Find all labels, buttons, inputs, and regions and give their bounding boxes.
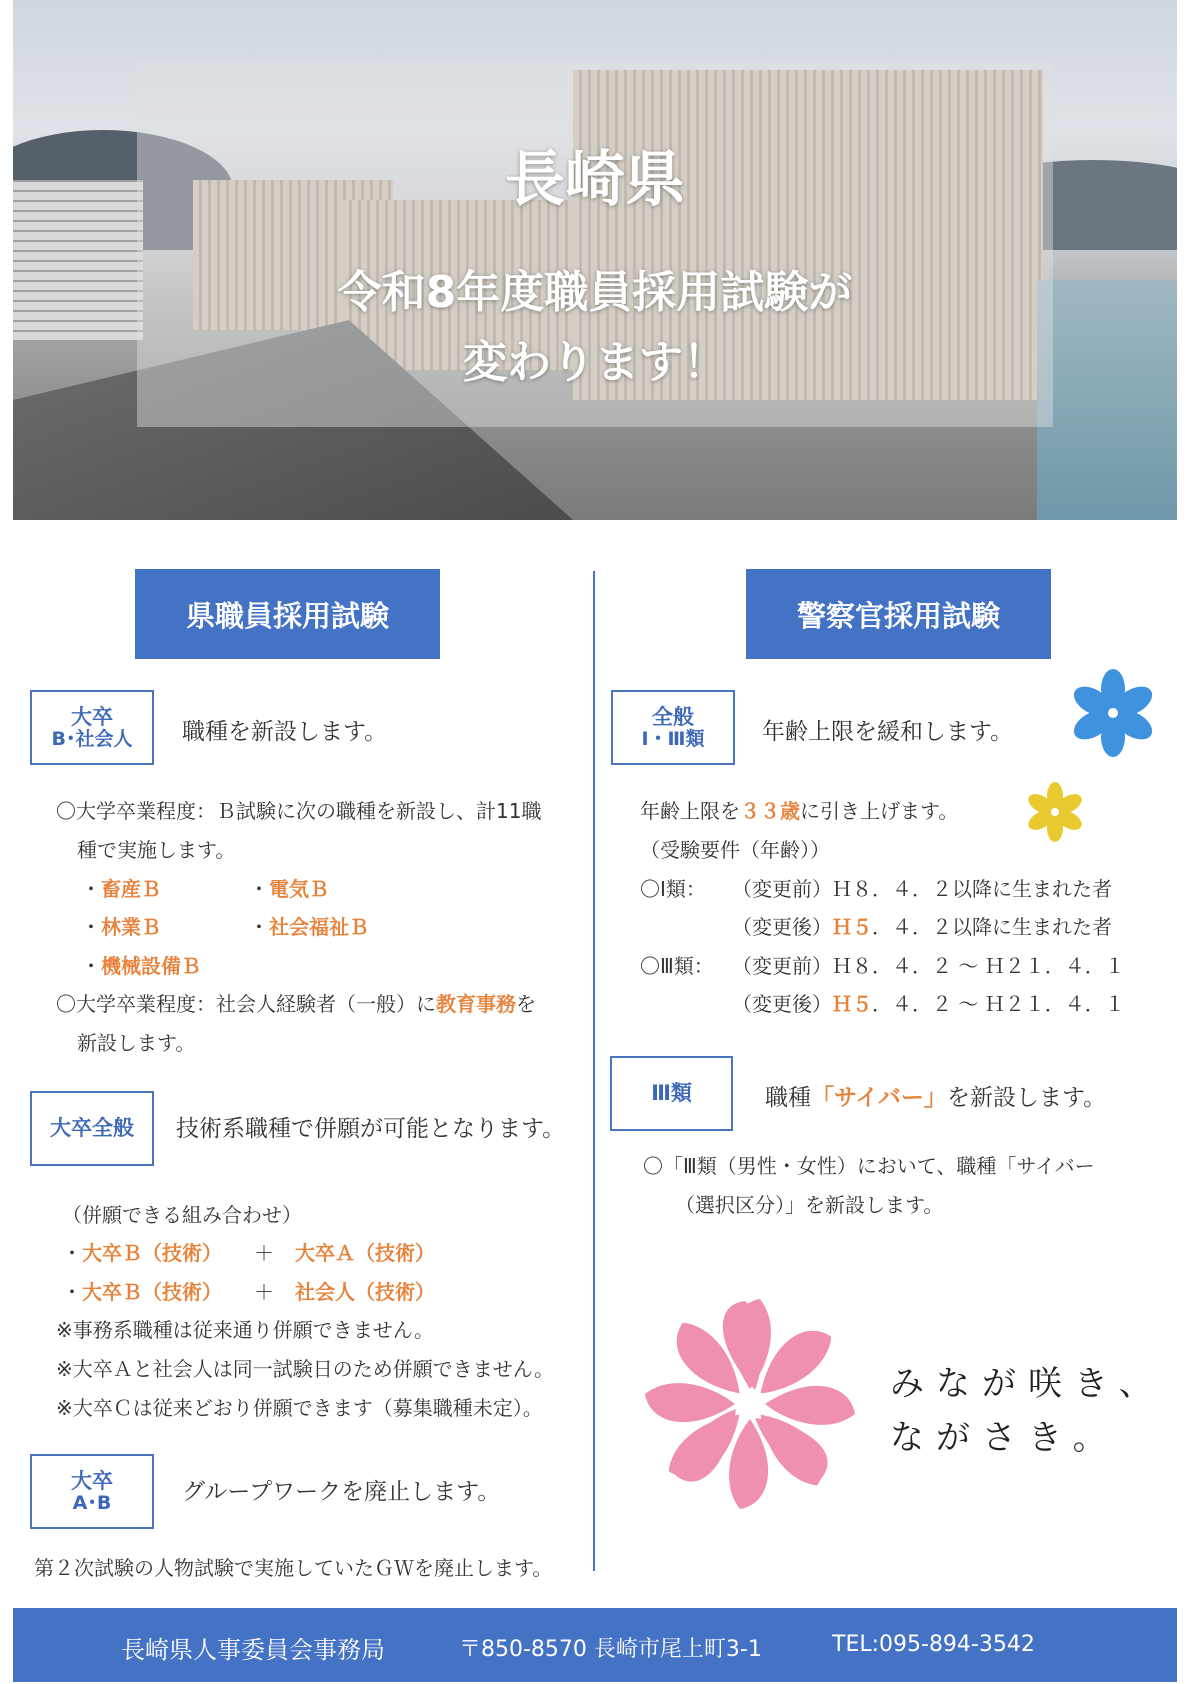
highlight: ３３歳: [740, 799, 800, 823]
combo-a: 大卒Ｂ（技術）: [82, 1280, 222, 1304]
lead-abolish-gw: グループワークを廃止します。: [182, 1479, 501, 1505]
badge-line: 大卒: [71, 1468, 113, 1493]
job-item: [249, 913, 369, 941]
bullet: ・: [81, 954, 101, 978]
bullet: ・: [62, 1241, 82, 1265]
combos-title: （併願できる組み合わせ）: [62, 1203, 302, 1227]
highlight: Ｈ５: [832, 915, 872, 939]
highlight: 教育事務: [436, 992, 516, 1016]
badge-line: 全般: [652, 704, 694, 729]
note: ※大卒Ｃは従来どおり併願できます（募集職種未定）。: [56, 1396, 543, 1420]
note: 第２次試験の人物試験で実施していたＧＷを廃止します。: [34, 1556, 553, 1580]
job-item: [81, 952, 201, 980]
blue-flower-icon: [1068, 668, 1158, 758]
bullet: ・: [81, 877, 101, 901]
bullet: ・: [249, 915, 269, 939]
job-name: 社会福祉Ｂ: [269, 915, 369, 939]
highlight: Ｈ５: [832, 992, 872, 1016]
badge-all-class: [611, 690, 735, 765]
text: を新設します。: [946, 1085, 1107, 1111]
note: ※大卒Ａと社会人は同一試験日のため併願できません。: [56, 1357, 554, 1381]
plus: ＋: [254, 1241, 274, 1265]
slogan-line-1: みなが咲き、: [890, 1364, 1165, 1404]
slogan-line-2: ながさき。: [890, 1418, 1119, 1458]
value: ．４．２ ～ Ｈ２１．４．１: [872, 992, 1125, 1016]
text: 職種: [765, 1085, 811, 1111]
paragraph: [56, 990, 536, 1018]
label: （変更前）: [732, 877, 832, 901]
text: を: [516, 992, 536, 1016]
plus: ＋: [254, 1280, 274, 1304]
bullet: ・: [81, 915, 101, 939]
class3-label: 〇Ⅲ類：: [640, 954, 714, 978]
bullet: ・: [249, 877, 269, 901]
badge-line: 大卒: [71, 704, 113, 729]
job-name: 電気Ｂ: [269, 877, 329, 901]
note: ※事務系職種は従来通り併願できません。: [56, 1318, 434, 1342]
value: ．４．２以降に生まれた者: [872, 915, 1112, 939]
combo-item: [62, 1278, 222, 1306]
paragraph: 種で実施します。: [77, 838, 236, 862]
badge-line: Ⅰ・Ⅲ類: [641, 727, 705, 750]
label: （変更後）: [732, 992, 832, 1016]
badge-line: A･B: [72, 1491, 112, 1514]
lead-combined-application: 技術系職種で併願が可能となります。: [176, 1116, 566, 1142]
job-name: 林業Ｂ: [101, 915, 161, 939]
hero-title: 長崎県: [505, 145, 685, 215]
job-item: [81, 875, 161, 903]
class1-before: [732, 875, 1112, 903]
highlight: 「サイバー」: [811, 1085, 947, 1111]
footer-tel: TEL:095-894-3542: [832, 1632, 1035, 1657]
class1-after: [732, 913, 1112, 941]
bullet: ・: [62, 1280, 82, 1304]
job-item: [249, 875, 329, 903]
lead-age-limit: 年齢上限を緩和します。: [762, 719, 1014, 745]
hero-subtitle-1: 令和8年度職員採用試験が: [337, 267, 853, 318]
paragraph: 新設します。: [77, 1031, 196, 1055]
footer-address: 〒850-8570 長崎市尾上町3-1: [459, 1637, 762, 1662]
paragraph: 〇「Ⅲ類（男性・女性）において、職種「サイバー: [643, 1154, 1095, 1178]
badge-line: B･社会人: [51, 727, 133, 750]
value: Ｈ８．４．２ ～ Ｈ２１．４．１: [832, 954, 1125, 978]
prefectural-exam-header: 県職員採用試験: [135, 569, 440, 659]
label: （変更後）: [732, 915, 832, 939]
column-divider: [593, 571, 595, 1571]
job-item: [81, 913, 161, 941]
value: Ｈ８．４．２以降に生まれた者: [832, 877, 1112, 901]
combo-item: [62, 1239, 222, 1267]
text: 年齢上限を: [640, 799, 740, 823]
text: に引き上げます。: [800, 799, 959, 823]
paragraph: （選択区分）」を新設します。: [675, 1193, 944, 1217]
job-name: 機械設備Ｂ: [101, 954, 201, 978]
requirement-title: （受験要件（年齢））: [640, 838, 830, 862]
badge-daisotsu-ab: [30, 1454, 154, 1529]
class1-label: 〇Ⅰ類：: [640, 877, 706, 901]
badge-class3: Ⅲ類: [610, 1056, 733, 1131]
hero-subtitle-2: 変わります！: [463, 337, 727, 388]
footer: [13, 1608, 1177, 1682]
police-exam-header: 警察官採用試験: [746, 569, 1051, 659]
combo-b: 大卒Ａ（技術）: [295, 1241, 435, 1265]
footer-org: 長崎県人事委員会事務局: [121, 1636, 385, 1664]
lead-new-jobs: 職種を新設します。: [182, 719, 388, 745]
age-raise: [640, 797, 958, 825]
class3-before: [732, 952, 1125, 980]
lead-cyber: [765, 1084, 1106, 1112]
combo-b: 社会人（技術）: [295, 1280, 435, 1304]
class3-after: [732, 990, 1125, 1018]
text: 〇大学卒業程度：社会人経験者（一般）に: [56, 992, 436, 1016]
badge-daisotsu-all: 大卒全般: [30, 1091, 154, 1166]
label: （変更前）: [732, 954, 832, 978]
nagasaki-flower-logo-icon: [640, 1294, 860, 1514]
badge-daisotsu-b-shakaijin: [30, 690, 154, 765]
yellow-flower-icon: [1024, 781, 1086, 843]
paragraph: 〇大学卒業程度：Ｂ試験に次の職種を新設し、計11職: [56, 799, 542, 823]
combo-a: 大卒Ｂ（技術）: [82, 1241, 222, 1265]
job-name: 畜産Ｂ: [101, 877, 161, 901]
